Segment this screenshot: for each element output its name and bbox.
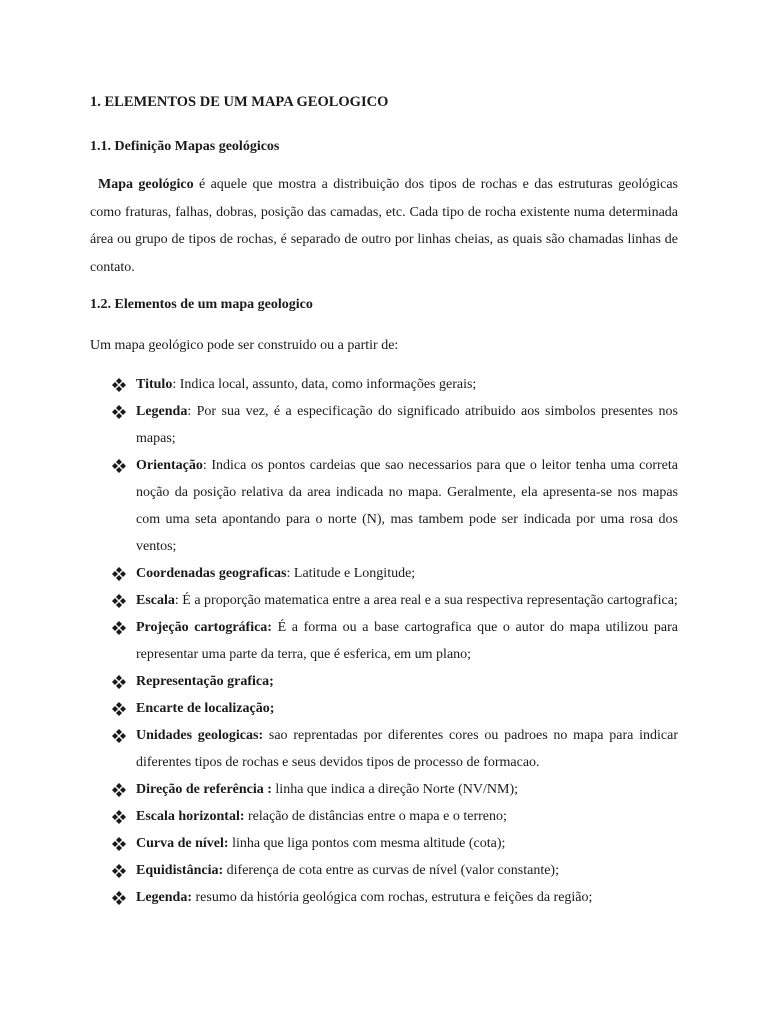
paragraph-body: é aquele que mostra a distribuição dos tipos de rochas e das estruturas geológicas como fraturas, falhas, dobras, posição das camadas, etc. Cada tipo de rocha existente numa determinada área ou grupo de tipos de rochas, é separado de outro por linhas cheias, as quais são chamadas linhas de contato. xyxy=(90,177,678,275)
list-item-text: : Latitude e Longitude; xyxy=(286,565,416,581)
list-item-term: Curva de nível: xyxy=(136,835,229,851)
list-item-term: Direção de referência : xyxy=(136,781,272,797)
diamond-quad-bullet-icon xyxy=(112,729,126,743)
list-item-text: relação de distâncias entre o mapa e o terreno; xyxy=(244,808,507,824)
list-item-text: diferença de cota entre as curvas de nível (valor constante); xyxy=(223,862,559,878)
list-item-term: Orientação xyxy=(136,457,203,473)
list-item xyxy=(90,668,678,695)
list-item xyxy=(90,587,678,614)
diamond-quad-bullet-icon xyxy=(112,783,126,797)
list-item-term: Legenda xyxy=(136,403,188,419)
diamond-quad-bullet-icon xyxy=(112,864,126,878)
list-item-term: Unidades geologicas: xyxy=(136,727,264,743)
list-item xyxy=(90,398,678,452)
list-item-text: : É a proporção matematica entre a area real e a sua respectiva representação cartografica; xyxy=(174,592,678,608)
diamond-quad-bullet-icon xyxy=(112,891,126,905)
list-item-term: Escala horizontal: xyxy=(136,808,245,824)
diamond-quad-bullet-icon xyxy=(112,621,126,635)
list-item-term: Coordenadas geograficas xyxy=(136,565,287,581)
list-item-text: linha que indica a direção Norte (NV/NM); xyxy=(271,781,519,797)
diamond-quad-bullet-icon xyxy=(112,405,126,419)
diamond-quad-bullet-icon xyxy=(112,702,126,716)
list-item-text: : Indica local, assunto, data, como informações gerais; xyxy=(172,376,477,392)
list-item-term: Titulo xyxy=(136,376,173,392)
section-1-title: 1.1. Definição Mapas geológicos xyxy=(90,139,280,154)
list-item-text: : Por sua vez, é a especificação do significado atribuido aos simbolos presentes nos mapas; xyxy=(136,403,678,446)
list-item xyxy=(90,857,678,884)
list-item xyxy=(90,560,678,587)
diamond-quad-bullet-icon xyxy=(112,837,126,851)
list-item-term: Encarte de localização; xyxy=(136,700,275,716)
list-item xyxy=(90,614,678,668)
list-item-text: linha que liga pontos com mesma altitude (cota); xyxy=(228,835,506,851)
list-item-term: Equidistância: xyxy=(136,862,224,878)
diamond-quad-bullet-icon xyxy=(112,675,126,689)
elements-list xyxy=(90,371,678,911)
list-item-term: Projeção cartográfica: xyxy=(136,619,272,635)
list-item xyxy=(90,830,678,857)
list-item-text: resumo da história geológica com rochas, estrutura e feições da região; xyxy=(192,889,593,905)
diamond-quad-bullet-icon xyxy=(112,810,126,824)
list-item xyxy=(90,722,678,776)
paragraph-lead-term: Mapa geológico xyxy=(98,177,194,192)
section-2-title: 1.2. Elementos de um mapa geologico xyxy=(90,297,313,312)
section-1-paragraph xyxy=(90,171,678,281)
document-heading: 1. ELEMENTOS DE UM MAPA GEOLOGICO xyxy=(90,94,389,110)
list-item-term: Representação grafica; xyxy=(136,673,274,689)
list-item xyxy=(90,371,678,398)
list-item-term: Legenda: xyxy=(136,889,192,905)
list-item-text: sao reprentadas por diferentes cores ou padroes no mapa para indicar diferentes tipos de rochas e seus devidos tipos de processo de formacao. xyxy=(136,727,679,770)
list-item-term: Escala xyxy=(136,592,175,608)
list-item xyxy=(90,776,678,803)
list-item xyxy=(90,803,678,830)
section-2-intro: Um mapa geológico pode ser construido ou a partir de: xyxy=(90,338,399,353)
list-item-text: : Indica os pontos cardeias que sao necessarios para que o leitor tenha uma correta noção da posição relativa da area indicada no mapa. Geralmente, ela apresenta-se nos mapas com uma seta apontando para o norte (N), mas tambem pode ser indicada por uma rosa dos ventos; xyxy=(136,457,678,554)
diamond-quad-bullet-icon xyxy=(112,459,126,473)
list-item xyxy=(90,695,678,722)
list-item xyxy=(90,452,678,560)
list-item xyxy=(90,884,678,911)
diamond-quad-bullet-icon xyxy=(112,594,126,608)
list-item-text: É a forma ou a base cartografica que o autor do mapa utilizou para representar uma parte da terra, que é esferica, em um plano; xyxy=(136,619,678,662)
diamond-quad-bullet-icon xyxy=(112,567,126,581)
diamond-quad-bullet-icon xyxy=(112,378,126,392)
